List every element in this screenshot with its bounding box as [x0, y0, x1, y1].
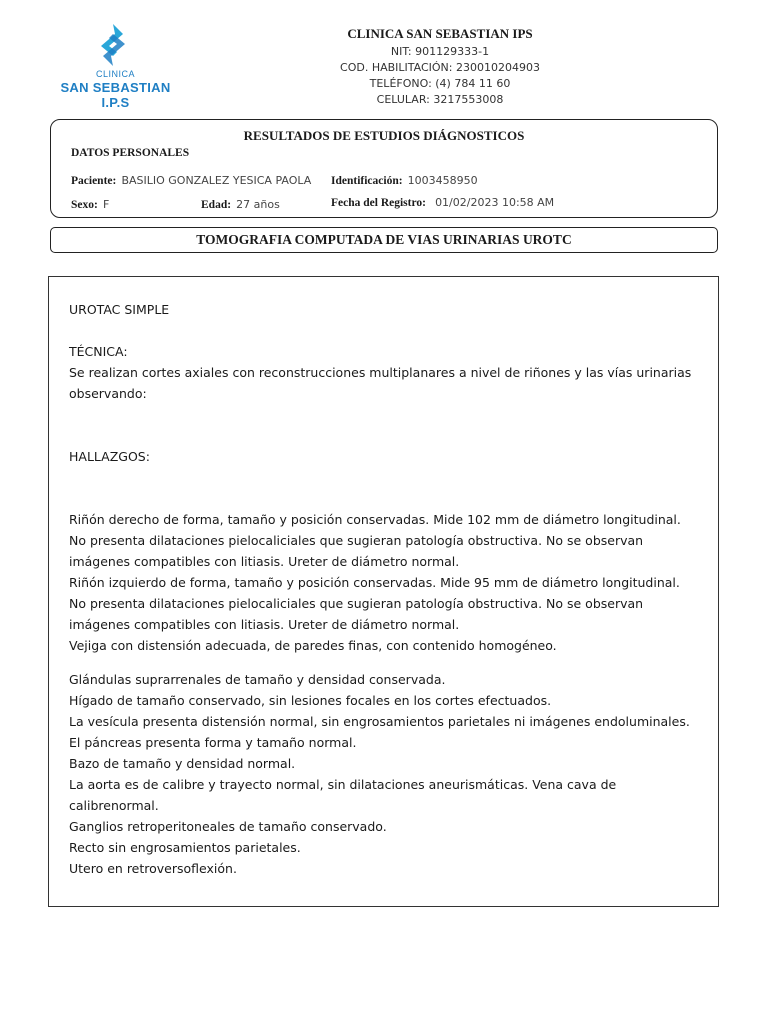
finding-line: Glándulas suprarrenales de tamaño y densidad conservada. [69, 672, 446, 687]
personal-data-box [50, 119, 718, 218]
identification-field [331, 169, 478, 188]
registration-date-label: Fecha del Registro: [331, 197, 426, 209]
clinic-habilitacion: COD. HABILITACIÓN: 230010204903 [340, 61, 540, 74]
logo-text-clinica: CLINICA [95, 69, 135, 79]
finding-line: Vejiga con distensión adecuada, de paredes finas, con contenido homogéneo. [69, 638, 557, 653]
finding-line: El páncreas presenta forma y tamaño normal. [69, 735, 357, 750]
patient-field [71, 169, 311, 188]
clinic-logo [48, 20, 183, 110]
study-title: TOMOGRAFIA COMPUTADA DE VIAS URINARIAS UROTC [50, 227, 718, 253]
report-text [69, 299, 701, 879]
results-title: RESULTADOS DE ESTUDIOS DIÁGNOSTICOS [243, 128, 525, 143]
finding-line: No presenta dilataciones pielocaliciales que sugieran patología obstructiva. No se observan [69, 596, 644, 611]
age-field [201, 193, 280, 212]
finding-line: Riñón derecho de forma, tamaño y posición conservadas. Mide 102 mm de diámetro longitudinal. [69, 512, 681, 527]
finding-line: La vesícula presenta distensión normal, sin engrosamientos parietales ni imágenes endoluminales. [69, 714, 690, 729]
finding-line: No presenta dilataciones pielocaliciales que sugieran patología obstructiva. No se observan [69, 533, 644, 548]
finding-line: Utero en retroversoflexión. [69, 861, 237, 876]
report-box [48, 276, 719, 907]
identification-label: Identificación: [331, 175, 403, 187]
finding-line: imágenes compatibles con litiasis. Ureter de diámetro normal. [69, 617, 460, 632]
technique-text: Se realizan cortes axiales con reconstrucciones multiplanares a nivel de riñones y las vías urinarias observando: [69, 365, 692, 401]
personal-data-heading: DATOS PERSONALES [71, 147, 190, 159]
clinic-logo-s-mark-icon [93, 22, 133, 68]
logo-text-name: SAN SEBASTIAN I.P.S [60, 80, 171, 110]
finding-line: Recto sin engrosamientos parietales. [69, 840, 301, 855]
registration-date-value: 01/02/2023 10:58 AM [435, 196, 555, 209]
finding-line: La aorta es de calibre y trayecto normal, sin dilataciones aneurismáticas. Vena cava de [69, 777, 617, 792]
technique-label: TÉCNICA: [69, 344, 128, 359]
sex-field [71, 193, 109, 212]
finding-line: Hígado de tamaño conservado, sin lesiones focales en los cortes efectuados. [69, 693, 552, 708]
finding-line: Riñón izquierdo de forma, tamaño y posición conservadas. Mide 95 mm de diámetro longitudinal. [69, 575, 680, 590]
identification-value: 1003458950 [407, 174, 478, 187]
finding-line: calibrenormal. [69, 798, 159, 813]
clinic-telefono: TELÉFONO: (4) 784 11 60 [369, 77, 511, 90]
finding-line: Bazo de tamaño y densidad normal. [69, 756, 296, 771]
sex-label: Sexo: [71, 199, 98, 211]
report-heading: UROTAC SIMPLE [69, 302, 170, 317]
registration-date-field [331, 191, 554, 210]
clinic-nit: NIT: 901129333-1 [390, 45, 490, 58]
clinic-header [290, 26, 590, 108]
patient-label: Paciente: [71, 175, 117, 187]
age-value: 27 años [236, 198, 280, 211]
finding-line: Ganglios retroperitoneales de tamaño conservado. [69, 819, 387, 834]
findings-label: HALLAZGOS: [69, 449, 150, 464]
finding-line: imágenes compatibles con litiasis. Ureter de diámetro normal. [69, 554, 460, 569]
sex-value: F [102, 198, 110, 211]
clinic-celular: CELULAR: 3217553008 [376, 93, 504, 106]
clinic-name: CLINICA SAN SEBASTIAN IPS [347, 26, 533, 41]
age-label: Edad: [201, 199, 232, 211]
patient-name: BASILIO GONZALEZ YESICA PAOLA [121, 174, 312, 187]
